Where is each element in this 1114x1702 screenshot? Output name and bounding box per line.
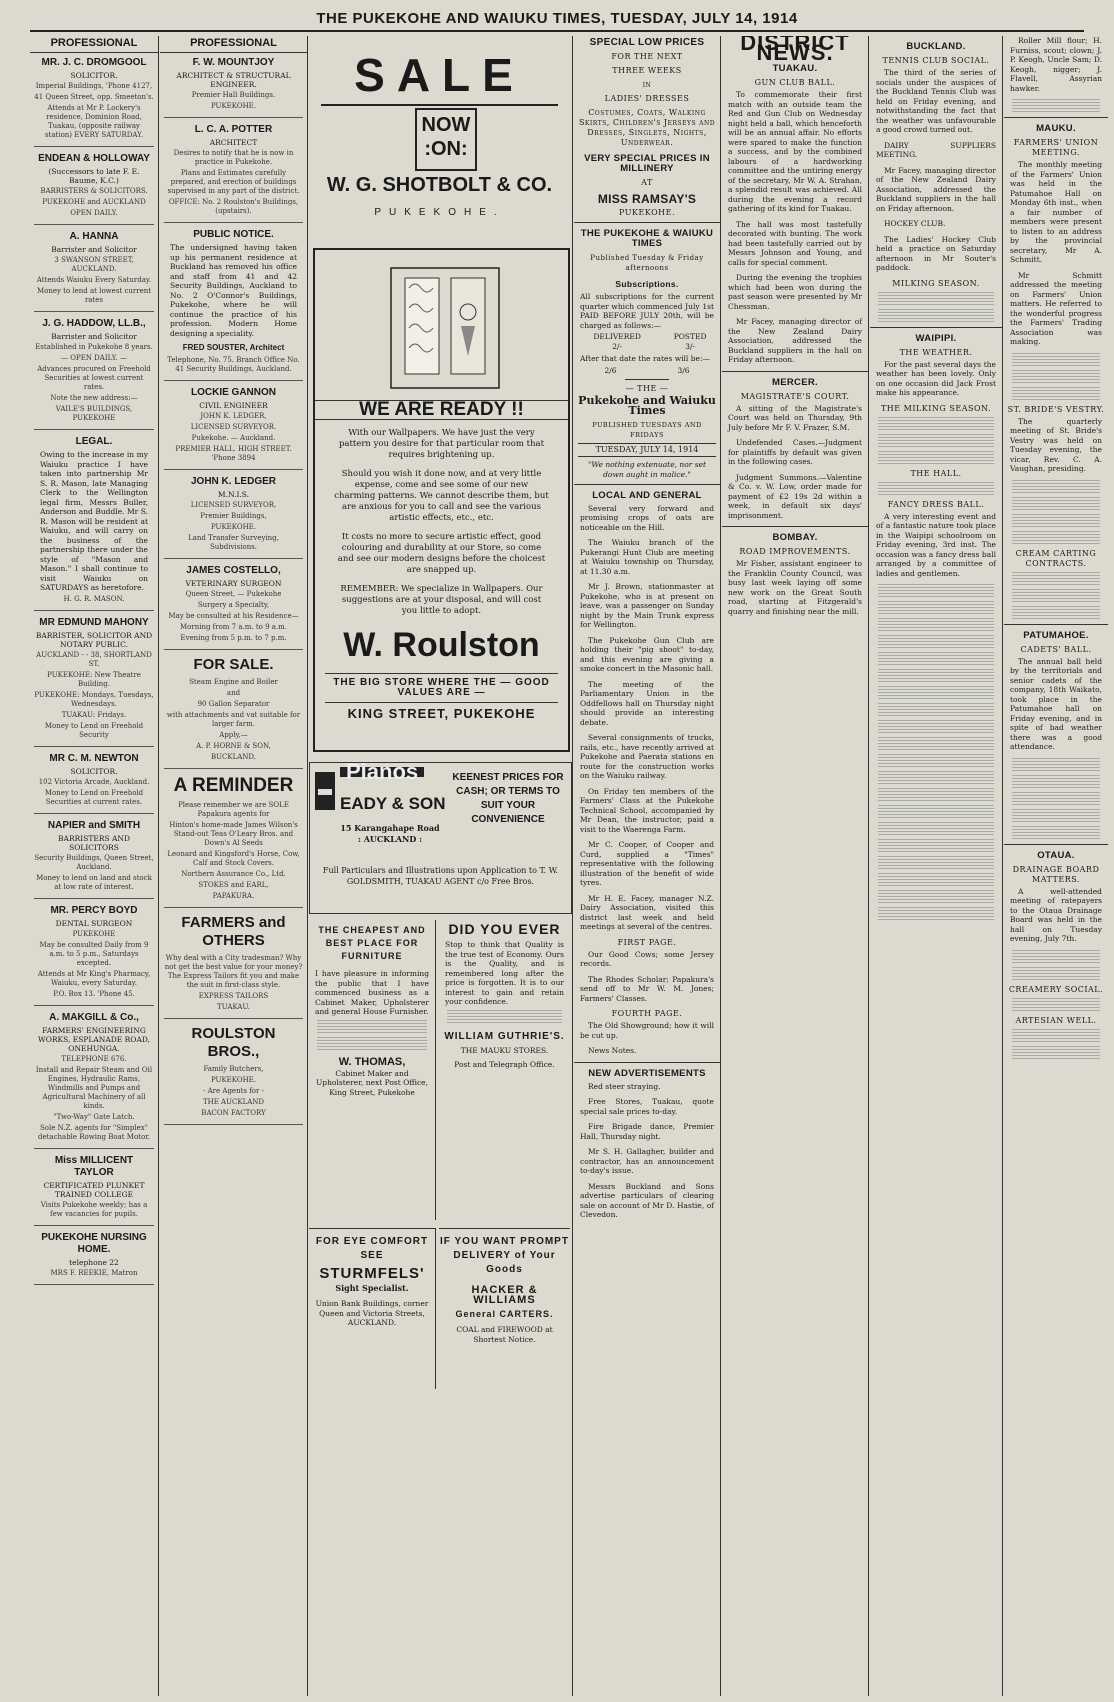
card-title: FARMERS' ENGINEERING WORKS, ESPLANADE ROAD, ONEHUNGA. (38, 1025, 150, 1053)
hacker-ad (439, 1228, 570, 1389)
card-line: PREMIER HALL. HIGH STREET. 'Phone 3894 (175, 445, 292, 462)
card-line: Attends at Mr King's Pharmacy, Waiuku, every Saturday. (37, 969, 151, 987)
cadets-text: The annual ball held by the territorials and senior cadets of the company, 18th Waikato, took place in the Patumahoe hall on Friday evening, and in spite of bad weather there was a good attendance. (1010, 656, 1102, 751)
paragraph: Mr Facey, managing director of the New Zealand Dairy Association, addressed the Buckland suppliers in the hall on Friday afternoon. (876, 165, 996, 213)
card-line: Steam Engine and Boiler (189, 678, 278, 686)
subscriptions-heading: Subscriptions. (615, 279, 679, 289)
advert-card (164, 775, 303, 908)
card-line: 3 SWANSON STREET, AUCKLAND. (54, 256, 134, 273)
professional-card (34, 231, 154, 312)
millinery-place: PUKEKOHE. (619, 208, 675, 217)
card-line: 41 Queen Street, opp. Smeeton's. (34, 93, 154, 101)
card-line: Land Transfer Surveying, Subdivisions. (188, 534, 279, 551)
guthrie-line: Post and Telegraph Office. (454, 1059, 555, 1069)
paragraph: During the evening the trophies which had been won during the past season were presented by Mr Chessman. (728, 273, 862, 311)
card-name: FOR SALE. (193, 656, 274, 673)
card-name: Miss MILLICENT TAYLOR (54, 1154, 134, 1178)
shop-place: PUKEKOHE. (374, 207, 505, 218)
guthrie-heading: DID YOU EVER (448, 921, 561, 937)
card-line: LICENSED SURVEYOR. (190, 423, 277, 431)
public-notice-signature: FRED SOUSTER, Architect (182, 343, 285, 352)
paragraph: Several consignments of trucks, rails, etc., have recently arrived at Pukekohe and Paerata stations en route for the construction works on the Waiuku railway. (580, 733, 714, 780)
cream-heading: CREAM CARTING CONTRACTS. (1015, 548, 1097, 568)
card-name: JAMES COSTELLO, (186, 565, 281, 576)
card-line: Premier Buildings, (200, 512, 267, 520)
column-adverts (309, 36, 572, 1696)
card-title: SOLICITOR. (70, 71, 118, 80)
drainage-heading: DRAINAGE BOARD MATTERS. (1012, 864, 1100, 884)
paragraph: Mr C. Cooper, of Cooper and Curd, supplied a "Times" representative with the following illustration of the benefit of wide tyres. (580, 840, 714, 887)
paragraph: DAIRY SUPPLIERS MEETING. (876, 140, 996, 159)
paragraph: REMEMBER: We specialize in Wallpapers. Our suggestions are at your disposal, and will cost you little to adopt. (340, 584, 543, 616)
times-published: Published Tuesday & Friday afternoons (590, 254, 704, 272)
card-line: PUKEKOHE. (210, 1076, 257, 1084)
card-line: PUKEKOHE: New Theatre Building. (47, 670, 141, 688)
paragraph: LADIES' DRESSES (604, 94, 690, 103)
public-notice (164, 229, 303, 381)
card-line: Money to lend at lowest current rates (36, 287, 152, 304)
card-name: ENDEAN & HOLLOWAY (38, 153, 150, 164)
column-rule (720, 36, 721, 1696)
card-line: STOKES and EARL, (198, 881, 269, 889)
column-heading: PROFESSIONAL (160, 36, 307, 53)
millinery-heading: VERY SPECIAL PRICES IN MILLINERY (584, 153, 710, 174)
subscription-table-late (574, 366, 720, 376)
paragraph: Costumes, Coats, Walking Skirts, Children's Jerseys and Dresses, Singlets, Nights, Underwear. (578, 108, 716, 147)
card-line: PAPAKURA. (212, 892, 255, 900)
public-notice-heading: PUBLIC NOTICE. (193, 229, 274, 240)
now-on-box: NOW :ON: (415, 108, 477, 171)
card-name: NAPIER and SMITH (47, 819, 141, 831)
card-line: TELEPHONE 676. (61, 1054, 127, 1063)
times-heading: THE PUKEKOHE & WAIUKU TIMES (580, 228, 714, 249)
card-line: Visits Pukekohe weekly; has a few vacancies for pupils. (40, 1200, 148, 1218)
card-title: (Successors to late F. E. Baume, K.C.) (48, 167, 140, 185)
subscriptions-after: After that date the rates will be:— (580, 354, 710, 363)
card-line: LICENSED SURVEYOR, (190, 501, 277, 509)
advert-card (34, 905, 154, 1006)
column-mauku (1004, 36, 1108, 1696)
paragraph: Several very forward and promising crops of oats are noticeable on the Hill. (580, 503, 714, 532)
card-line: PUKEKOHE (72, 929, 116, 938)
paragraph: Fire Brigade dance, Premier Hall, Thursday night. (580, 1122, 714, 1141)
card-line: Queen Street, — Pukekohe (185, 590, 282, 598)
otaua-heading: OTAUA. (1037, 849, 1075, 861)
millinery-name: MISS RAMSAY'S (597, 192, 697, 206)
card-title: DENTAL SURGEON (55, 918, 133, 928)
card-line: PUKEKOHE. (210, 102, 257, 110)
sub-col-posted: POSTED (673, 332, 707, 341)
column-buckland (870, 36, 1002, 1696)
road-heading: ROAD IMPROVEMENTS. (739, 547, 851, 556)
paragraph: Mr J. Brown, stationmaster at Pukekohe, who is at present on leave, was a passenger on Sunday night by the Main Trunk express for Wellington. (580, 582, 714, 629)
card-line: BACON FACTORY (201, 1109, 266, 1117)
card-name: A REMINDER (173, 775, 294, 796)
card-line: EXPRESS TAILORS (198, 992, 269, 1000)
hacker-name: HACKER & WILLIAMS (471, 1284, 538, 1306)
card-line: TUAKAU: Fridays. (61, 710, 127, 719)
card-line: Money to lend on land and stock at low rate of interest. (36, 873, 152, 891)
paragraph: Mr S. H. Gallagher, builder and contractor, has an announcement to-day's issue. (580, 1147, 714, 1175)
card-line: with attachments and vat suitable for larger farm. (166, 711, 301, 728)
card-line: Leonard and Kingsford's Horse, Cow, Calf and Stock Covers. (167, 850, 300, 867)
card-name: A. MAKGILL & Co., (49, 1011, 139, 1023)
legal-text: Owing to the increase in my Waiuku practice I have taken into partnership Mr S. R. Mason, late Managing Clerk to the Wellington legal firm, Messrs Buller, Anderson and Buddle. Mr S. R. Mason will be resident at Waiuku, and will carry on the business of the partnership there under the style of "Mason and Mason." I shall continue to visit Waiuku on SATURDAYS as heretofore. (40, 450, 148, 592)
drainage-text: A well-attended meeting of ratepayers to the Otaua Drainage Board was held in the hall on Tuesday evening, July 7th. (1010, 886, 1102, 943)
weather-heading: THE WEATHER. (899, 347, 973, 357)
card-line: Established in Pukekohe 8 years. (35, 343, 153, 351)
paragraph: Mr H. E. Facey, manager N.Z. Dairy Association, visited this district last week and held meetings at several of the centres. (580, 893, 714, 931)
legal-heading: LEGAL. (75, 436, 113, 447)
masthead: THE PUKEKOHE AND WAIUKU TIMES, TUESDAY, JULY 14, 1914 (316, 10, 798, 27)
card-line: A. P. HORNE & SON, (196, 742, 271, 750)
card-line: BARRISTERS & SOLICITORS. (40, 187, 148, 195)
card-line: and (226, 689, 241, 697)
card-line: Please remember we are SOLE Papakura agents for (178, 801, 289, 818)
eye-ad (309, 1228, 436, 1389)
card-title: Barrister and Solicitor (51, 332, 137, 341)
paragraph: The monthly meeting of the Farmers' Union was held in the Patumahoe Hall on Monday 6th inst., when a fair number of members were present to listen to an address by the provincial secretary, Mr A. Schmitt. (1010, 160, 1102, 264)
card-name: A. HANNA (69, 231, 119, 242)
fancy-text: A very interesting event and of a fantastic nature took place in the Waipipi schoolroom on Friday evening, 3rd inst. The occasion was a fancy dress ball arranged by a committee of ladies and gentlemen. (876, 511, 996, 578)
card-line: Install and Repair Steam and Oil Engines, Hydraulic Rams, Windmills and Pumps and Agricultural Machinery of all kinds. (35, 1065, 153, 1110)
paragraph: The hall was most tastefully decorated with bunting. The work had been tastefully carried out by Messrs Johnson and Young, and calls for special comment. (728, 219, 862, 267)
card-line: Note the new address:— (50, 394, 138, 402)
card-line: OFFICE: No. 2 Roulston's Buildings, (upstairs). (168, 198, 299, 215)
shop-name: W. G. SHOTBOLT & CO. (326, 174, 553, 196)
card-line: Desires to notify that he is now in practice in Pukekohe. (173, 149, 294, 166)
professional-card (164, 565, 303, 650)
magistrate-heading: MAGISTRATE'S COURT. (740, 391, 850, 401)
furniture-text: I have pleasure in informing the public that I have commenced business as a Cabinet Maker, Upholsterer and general House Furnisher. (315, 969, 429, 1016)
card-line: PUKEKOHE. (210, 523, 257, 531)
milking-season-heading: THE MILKING SEASON. (880, 403, 992, 413)
hacker-heading: IF YOU WANT PROMPT DELIVERY of Your Goods (440, 1236, 569, 1275)
patumahoe-heading: PATUMAHOE. (1023, 629, 1089, 641)
card-line: Hinton's home-made James Wilson's Stand-out Teas O'Leary Bros. and Down's Al Seeds (169, 821, 298, 847)
card-line: — OPEN DAILY. — (61, 354, 127, 362)
column-rule (307, 36, 308, 1696)
card-title: ARCHITECT & STRUCTURAL ENGINEER. (176, 71, 291, 89)
card-line: Evening from 5 p.m. to 7 p.m. (180, 634, 287, 642)
card-line: Premier Hall Buildings. (191, 91, 276, 99)
professional-card (34, 617, 154, 747)
guthrie-text: Stop to think that Quality is the true test of Economy. Ours is the Quality, and is remembered long after the price is forgotten. It is to our interest to gain and retain your confidence. (445, 940, 564, 1006)
card-line: May be consulted Daily from 9 a.m. to 5 p.m., Saturdays excepted. (39, 940, 149, 967)
sub-late-posted: 3/6 (677, 365, 690, 375)
card-line: - Are Agents for - (203, 1087, 264, 1095)
advert-card (164, 914, 303, 1019)
sub-late-delivered: 2/6 (604, 365, 617, 375)
card-title: BARRISTERS AND SOLICITORS (58, 833, 130, 852)
card-line: Morning from 7 a.m. to 9 a.m. (179, 623, 288, 631)
column-rule (1002, 36, 1003, 1696)
professional-card (34, 820, 154, 899)
bombay-heading: BOMBAY. (772, 532, 818, 543)
card-line: TUAKAU. (217, 1003, 250, 1011)
card-line: Why deal with a City tradesman? Why not get the best value for your money? The Express Tailors fit you and make the suit in first-class style. (164, 954, 303, 989)
advert-card (34, 1232, 154, 1285)
card-name: JOHN K. LEDGER (190, 476, 276, 487)
piano-icon (314, 771, 336, 811)
column-rule (868, 36, 869, 1696)
card-line: Sole N.Z. agents for "Simplex" detachable Rowing Boat Motor. (37, 1123, 150, 1141)
card-name: ROULSTON BROS., (191, 1025, 276, 1060)
card-line: Family Butchers, (203, 1065, 264, 1073)
hall-heading: THE HALL. (910, 468, 962, 478)
eye-heading: FOR EYE COMFORT SEE (315, 1236, 429, 1261)
card-name: J. G. HADDOW, LL.B., (42, 318, 146, 329)
district-news-heading: DISTRICT NEWS. (740, 36, 850, 65)
furniture-address: Cabinet Maker and Upholsterer, next Post Office, King Street, Pukekohe (315, 1068, 429, 1097)
pianos-firm: EADY & SON (340, 794, 446, 813)
card-line: "Two-Way" Gate Latch. (53, 1112, 135, 1121)
paragraph: The Rhodes Scholar; Papakura's send off to Mr W. M. Jones; Farmers' Classes. (580, 974, 714, 1003)
card-title: BARRISTER, SOLICITOR AND NOTARY PUBLIC. (35, 630, 153, 649)
tennis-heading: TENNIS CLUB SOCIAL. (882, 56, 990, 65)
pianos-brand: Pianos (340, 767, 424, 777)
paper-published: PUBLISHED TUESDAYS AND FRIDAYS (592, 420, 702, 439)
paragraph: Our Good Cows; some Jersey records. (580, 949, 714, 968)
advert-card (34, 1012, 154, 1149)
paragraph: The Ladies' Hockey Club held a practice on Saturday afternoon in Mr Souter's paddock. (876, 234, 996, 272)
fancy-heading: FANCY DRESS BALL. (887, 499, 985, 509)
paragraph: A sitting of the Magistrate's Court was held on Thursday, 9th July before Mr F. V. Frazer, S.M. (728, 403, 862, 432)
furniture-ad (309, 920, 436, 1220)
gun-club-heading: GUN CLUB BALL. (754, 78, 836, 87)
card-line: OPEN DAILY. (70, 209, 118, 217)
card-name: MR C. M. NEWTON (49, 752, 139, 764)
card-line: Surgery a Specialty, (197, 601, 270, 609)
subscriptions-text: All subscriptions for the current quarter which commenced July 1st PAID BEFORE JULY 20th, will be charged as follows:— (580, 292, 714, 330)
column-rule (572, 36, 573, 1696)
pianos-address: 15 Karangahape Road : AUCKLAND : (340, 823, 440, 844)
card-line: 102 Victoria Arcade, Auckland. (38, 777, 150, 786)
millinery-at: AT (641, 178, 653, 187)
card-title: SOLICITOR. (70, 766, 118, 776)
column-heading: PROFESSIONAL (30, 36, 158, 53)
weather-text: For the past several days the weather has been lovely. Only on one occasion did Jack Frost make his appearance. (876, 359, 996, 397)
roulston-ad (313, 248, 570, 752)
paragraph: Judgment Summons.—Valentine & Co. v. W. Low, order made for payment of £2 19s 2d within a week, in default six days' imprisonment. (728, 472, 862, 520)
paragraph: THREE WEEKS (612, 66, 682, 75)
furniture-heading: THE CHEAPEST AND BEST PLACE FOR FURNITURE (318, 925, 426, 961)
card-line: Security Buildings, Queen Street, Auckland. (34, 853, 154, 871)
legal-signature: H. G. R. MASON. (63, 594, 125, 603)
column-professional-2 (160, 36, 307, 1696)
paragraph: Messrs Buckland and Sons advertise particulars of clearing sale on account of Mr D. Hastie, of Clevedon. (580, 1181, 714, 1219)
paragraph: FOR THE NEXT (611, 52, 683, 61)
advert-card (164, 656, 303, 769)
card-name: FARMERS and OTHERS (181, 914, 286, 949)
professional-card (164, 387, 303, 470)
paragraph: Mr Schmitt addressed the meeting on Farmers' Union matters. He referred to the wonderful progress the Farmers' Trading Association was making. (1010, 270, 1102, 346)
paper-name: Pukekohe and Waiuku Times (578, 393, 716, 417)
eye-sub: Sight Specialist. (335, 1283, 409, 1293)
first-page-heading: FIRST PAGE. (617, 937, 677, 947)
card-line: Advances procured on Freehold Securities at lowest current rates. (37, 365, 151, 391)
column-rule (158, 36, 159, 1696)
subscription-table (574, 332, 720, 352)
card-line: PUKEKOHE: Mondays, Tuesdays, Wednesdays. (34, 690, 154, 708)
paragraph: On Friday ten members of the Farmers' Class at the Pukekohe Technical School, accompanied by Mr Dean, the instructor, paid a visit to the Waerenga Farm. (580, 786, 714, 834)
pianos-prices: KEENEST PRICES FOR CASH; OR TERMS TO SUIT YOUR CONVENIENCE (452, 772, 564, 825)
hacker-sub: General CARTERS. (455, 1309, 554, 1319)
card-line: Plans and Estimates carefully prepared, and erection of buildings supervised in any part of the district. (167, 169, 300, 195)
card-name: F. W. MOUNTJOY (192, 57, 275, 68)
local-heading: LOCAL AND GENERAL (592, 489, 702, 501)
paragraph: HOCKEY CLUB. (884, 219, 946, 228)
low-prices-heading: SPECIAL LOW PRICES (589, 37, 705, 48)
card-line: BUCKLAND. (210, 753, 257, 761)
milking-heading: MILKING SEASON. (892, 278, 980, 288)
card-line: THE AUCKLAND (202, 1098, 265, 1106)
professional-card (34, 753, 154, 814)
paragraph: Undefended Cases.—Judgment for plaintiffs by default was given in the following cases. (728, 438, 862, 466)
card-line: Attends Waiuku Every Saturday. (36, 276, 152, 284)
guthrie-sub: THE MAUKU STORES. (460, 1045, 549, 1055)
paragraph: Red steer straying. (588, 1081, 661, 1091)
paragraph: The meeting of the Parliamentary Union in the Oddfellows hall on Thursday night should provide an interesting debate. (580, 679, 714, 727)
creamery-heading: CREAMERY SOCIAL. (1008, 984, 1104, 994)
professional-card (164, 476, 303, 559)
card-name: MR EDMUND MAHONY (39, 616, 149, 628)
buckland-heading: BUCKLAND. (906, 41, 966, 52)
sub-val-posted: 3/- (685, 342, 696, 351)
sub-val-delivered: 2/- (612, 342, 623, 351)
professional-card (164, 57, 303, 118)
paragraph: It costs no more to secure artistic effect, good colouring and durability at our Store, so come and see our modern designs before the choicest are snapped up. (337, 532, 546, 575)
brides-heading: ST. BRIDE'S VESTRY. (1007, 404, 1105, 414)
guthrie-name: WILLIAM GUTHRIE'S. (444, 1030, 565, 1042)
roulston-name: W. Roulston (343, 626, 540, 664)
card-line: May be consulted at his Residence— (168, 612, 299, 620)
waipipi-heading: WAIPIPI. (915, 332, 957, 344)
paragraph: With our Wallpapers. We have just the very pattern you desire for that particular room that requires brightening up. (338, 428, 545, 460)
card-line: PUKEKOHE and AUCKLAND (42, 198, 146, 206)
card-line: Attends at Mr P. Lockery's residence, Dominion Road, Tuakau, (opposite railway station) EVERY SATURDAY. (44, 104, 144, 139)
card-title: telephone 22 (69, 1257, 119, 1267)
professional-card (34, 57, 154, 147)
paragraph: The Pukekohe Gun Club are holding their "pig shoot" to-day, and this evening are giving a smoke concert in the Masonic hall. (580, 635, 714, 673)
paragraph: Should you wish it done now, and at very little expense, come and see some of our new charming patterns. We cannot describe them, but are anxious for you to call and see the various artistic effects, etc., etc. (334, 469, 549, 523)
bombay-text: Mr Fisher, assistant engineer to the Franklin County Council, was busy last week laying off some new work on the Great South road, starting at Fitzgerald's quarry and finishing near the mill. (728, 559, 862, 616)
the-label: — THE — (625, 383, 669, 393)
column7-intro: Roller Mill flour; H. Furniss, scout; clown; J. P. Keogh, Uncle Sam; D. Keogh, nigger; J. Flavell, Assyrian hawker. (1010, 36, 1102, 93)
paragraph: The Waiuku branch of the Pukerangi Hunt Club are meeting at Waiuku township on Thursday, at 11.30 a.m. (580, 538, 714, 576)
card-line: Imperial Buildings, 'Phone 4127, (35, 82, 153, 90)
mauku-heading: MAUKU. (1036, 123, 1076, 134)
card-line: Northern Assurance Co., Ltd. (181, 870, 286, 878)
advert-card (164, 1025, 303, 1125)
furniture-name: W. THOMAS, (338, 1055, 406, 1068)
pianos-ad (309, 762, 572, 914)
sub-col-delivered: DELIVERED (593, 332, 641, 341)
shotbolt-ad (311, 40, 568, 240)
roulston-street: KING STREET, PUKEKOHE (347, 706, 536, 721)
card-name: MR. J. C. DROMGOOL (41, 57, 147, 68)
tuakau-heading: TUAKAU. (772, 63, 818, 74)
pianos-agent: Full Particulars and Illustrations upon Application to T. W. GOLDSMITH, TUAKAU AGENT c/o Free Bros. (322, 866, 559, 886)
card-name: MR. PERCY BOYD (50, 904, 138, 916)
paragraph: Mr Facey, managing director of the New Zealand Dairy Association, addressed the Buckland suppliers in the hall on Friday afternoon. (728, 317, 862, 364)
card-line: Money to Lend on Freehold Security (44, 721, 144, 739)
roulston-strap: THE BIG STORE WHERE THE — GOOD VALUES ARE — (325, 673, 558, 703)
paragraph: in (642, 80, 652, 89)
card-name: L. C. A. POTTER (194, 124, 273, 135)
card-line: AUCKLAND - - 38, SHORTLAND ST. (36, 650, 152, 668)
new-ads-heading: NEW ADVERTISEMENTS (588, 1067, 706, 1079)
advert-card (34, 1155, 154, 1226)
fourth-page-heading: FOURTH PAGE. (611, 1009, 683, 1018)
paragraph: The third of the series of socials under the auspices of the Buckland Tennis Club was held on Friday evening, and notwithstanding the fact that the weather was unfavourable a good crowd turned out. (876, 68, 996, 134)
card-title: ARCHITECT (209, 138, 258, 147)
card-title: CERTIFICATED PLUNKET TRAINED COLLEGE (43, 1180, 145, 1199)
paragraph: News Notes. (588, 1046, 637, 1055)
paragraph: Free Stores, Tuakau, quote special sale prices to-day. (580, 1097, 714, 1116)
artesian-heading: ARTESIAN WELL. (1015, 1015, 1097, 1025)
card-line: JOHN K. LEDGER, (200, 412, 267, 420)
public-notice-extra: Telephone, No. 75. Branch Office No. 41 Security Buildings, Auckland. (167, 356, 300, 373)
issue-date: TUESDAY, JULY 14, 1914 (578, 443, 716, 457)
brides-text: The quarterly meeting of St. Bride's Vestry was held on Tuesday evening, the vicar, Rev. C. A. Vaughan, presiding. (1010, 416, 1102, 473)
motto: "We nothing extenuate, nor set down aught in malice." (587, 459, 707, 479)
union-heading: FARMERS' UNION MEETING. (1013, 138, 1099, 157)
card-title: M.N.I.S. (217, 490, 250, 499)
mercer-heading: MERCER. (772, 376, 818, 388)
card-title: VETERINARY SURGEON (185, 579, 282, 588)
public-notice-text: The undersigned having taken up his permanent residence at Buckland has removed his office and staff from 41 and 42 Security Buildings, Auckland to No. 2 O'Connor's Buildings, Pukekohe, where he will continue the practice of his profession. Modern Home designing a speciality. (170, 243, 297, 338)
column-professional-1 (30, 36, 158, 1696)
professional-card (34, 153, 154, 225)
card-line: MRS F. REEKIE, Matron (50, 1268, 138, 1277)
card-title: CIVIL ENGINEER (199, 401, 268, 410)
card-title: Barrister and Solicitor (51, 245, 137, 254)
wallpaper-illustration (385, 264, 505, 394)
column-district-news (722, 36, 868, 1696)
paragraph: To commemorate their first match with an outside team the Red and Gun Club on Wednesday night held a ball, which henceforth will be an annual affair. No efforts were spared to make the function a success, and by the combined labours of a hardworking committee and the untiring energy of the secretary, Mr W. A. Strahan, a splendid result was achieved. All during the evening a record gathering of its kind for Tuakau. (728, 90, 862, 213)
legal-notice (34, 436, 154, 611)
professional-card (34, 318, 154, 430)
we-are-ready: WE ARE READY !! (315, 400, 568, 420)
card-line: VAILE'S BUILDINGS, PUKEKOHE (55, 405, 133, 422)
eye-name: STURMFELS' (319, 1265, 425, 1282)
card-line: Pukekohe. — Auckland. (191, 434, 276, 442)
column-times (574, 36, 720, 1696)
card-name: LOCKIE GANNON (191, 387, 276, 398)
cadets-heading: CADETS' BALL. (1020, 644, 1092, 654)
sale-heading: SALE (354, 49, 525, 101)
card-line: P.O. Box 13. 'Phone 45. (53, 989, 135, 998)
card-line: 90 Gallon Separator (197, 700, 270, 708)
guthrie-ad (439, 920, 570, 1220)
paragraph: The Old Showground; how it will be cut up. (580, 1021, 714, 1040)
card-line: Apply,— (219, 731, 248, 739)
hacker-line: COAL and FIREWOOD at Shortest Notice. (456, 1325, 553, 1344)
masthead-rule (30, 30, 1084, 32)
eye-address: Union Bank Buildings, corner Queen and Victoria Streets, AUCKLAND. (315, 1299, 429, 1327)
card-name: PUKEKOHE NURSING HOME. (41, 1231, 147, 1255)
professional-card (164, 124, 303, 223)
card-line: Money to Lend on Freehold Securities at current rates. (44, 788, 144, 806)
